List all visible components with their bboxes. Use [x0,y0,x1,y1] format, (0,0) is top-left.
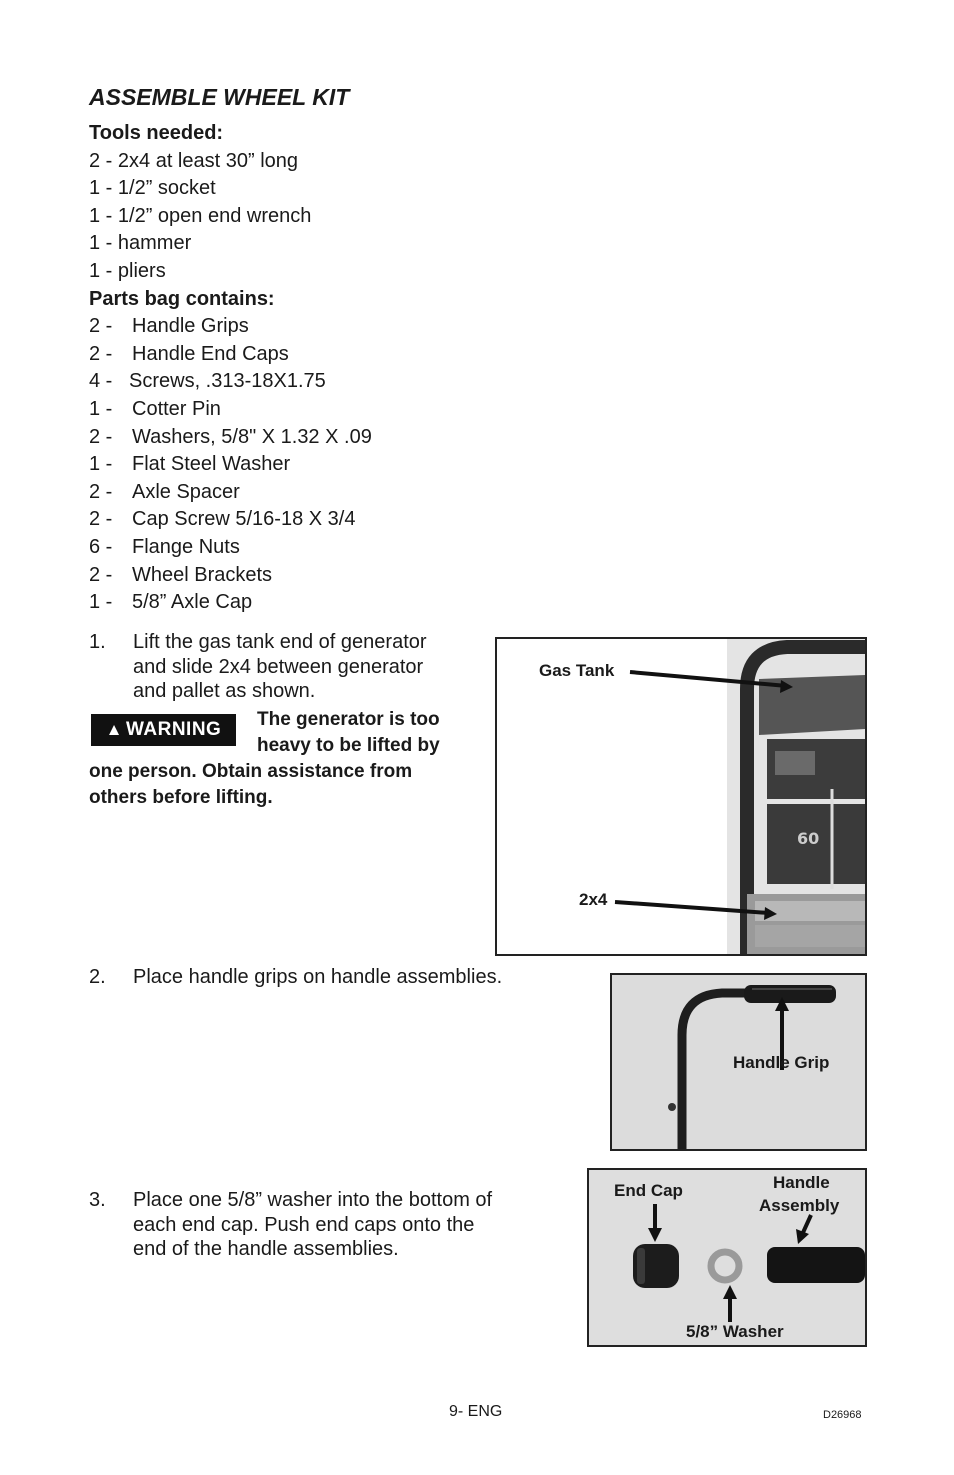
tools-heading: Tools needed: [89,122,224,144]
part-name: Handle Grips [132,315,249,338]
page-number: 9- ENG [449,1403,503,1420]
step-number: 3. [89,1189,106,1211]
part-qty: 1 - [89,397,113,420]
section-title: ASSEMBLE WHEEL KIT [89,84,350,110]
document-code: D26968 [823,1409,862,1421]
part-qty: 2 - [89,563,113,586]
tool-item: 1 - 1/2” open end wrench [89,204,312,227]
tool-item: 1 - hammer [89,232,192,255]
gas-tank-arrow [630,672,787,686]
handle-grip-figure [610,973,867,1151]
handle-grip-label: Handle Grip [733,1053,830,1072]
step-number: 1. [89,631,106,653]
step-number: 2. [89,966,106,988]
part-qty: 1 - [89,453,113,476]
materials-list [89,120,372,617]
step-text: and slide 2x4 between generator [133,655,424,678]
part-qty: 6 - [89,535,113,558]
part-qty: 2 - [89,425,113,448]
part-item [89,589,372,617]
part-qty: 4 - [89,370,113,393]
part-name: Flat Steel Washer [132,453,291,476]
handle-assembly-label-line1: Handle [773,1173,830,1192]
end-cap-figure [587,1168,867,1347]
tool-item: 2 - 2x4 at least 30” long [89,149,299,172]
parts-heading: Parts bag contains: [89,287,275,310]
handle-assembly-icon [767,1247,865,1283]
washer-label: 5/8” Washer [686,1322,784,1341]
part-qty: 2 - [89,480,113,503]
part-item [89,341,372,369]
step-text: Place handle grips on handle assemblies. [133,966,503,988]
part-qty: 1 - [89,591,113,614]
step-3 [89,1188,589,1268]
step-text: each end cap. Push end caps onto the [133,1213,475,1236]
part-name: Axle Spacer [132,480,240,503]
gas-tank-label: Gas Tank [539,661,615,680]
part-name: Cap Screw 5/16-18 X 3/4 [132,508,356,531]
warning-badge [91,714,236,746]
part-item [89,451,372,479]
part-qty: 2 - [89,508,113,531]
generator-figure [495,637,867,956]
step-2 [89,965,589,995]
svg-text:60: 60 [797,829,820,848]
warning-text-line: The generator is too [257,709,440,730]
part-name: Washers, 5/8" X 1.32 X .09 [132,425,372,448]
step-text: and pallet as shown. [133,680,316,702]
step-1 [89,630,489,710]
warning-triangle-icon: ▲ [105,720,123,739]
part-name: Cotter Pin [132,397,221,420]
tool-item: 1 - pliers [89,259,166,282]
part-name: Handle End Caps [132,342,289,365]
warning-badge-text: WARNING [126,719,222,740]
warning-text-line: heavy to be lifted by [257,735,440,756]
two-by-four-label: 2x4 [579,890,608,909]
end-cap-label: End Cap [614,1181,683,1200]
step-text: Place one 5/8” washer into the bottom of [133,1189,493,1211]
tool-item: 1 - 1/2” socket [89,177,216,200]
part-item [89,424,372,452]
part-name: Screws, .313-18X1.75 [129,370,326,393]
part-item [89,534,372,562]
warning-text-line: others before lifting. [89,787,273,808]
part-item [89,506,372,534]
part-qty: 2 - [89,315,113,338]
part-item [89,479,372,507]
part-item [89,396,372,424]
generator-arrows [497,639,865,954]
part-qty: 2 - [89,342,113,365]
step-text: end of the handle assemblies. [133,1238,399,1260]
part-name: 5/8” Axle Cap [132,591,253,614]
part-name: Flange Nuts [132,535,240,558]
warning-text-line: one person. Obtain assistance from [89,761,413,782]
part-item [89,368,372,396]
two-by-four-arrow [615,902,769,913]
part-item [89,562,372,590]
part-item [89,313,372,341]
part-name: Wheel Brackets [132,563,273,586]
step-text: Lift the gas tank end of generator [133,631,427,653]
handle-assembly-label-line2: Assembly [759,1196,840,1215]
